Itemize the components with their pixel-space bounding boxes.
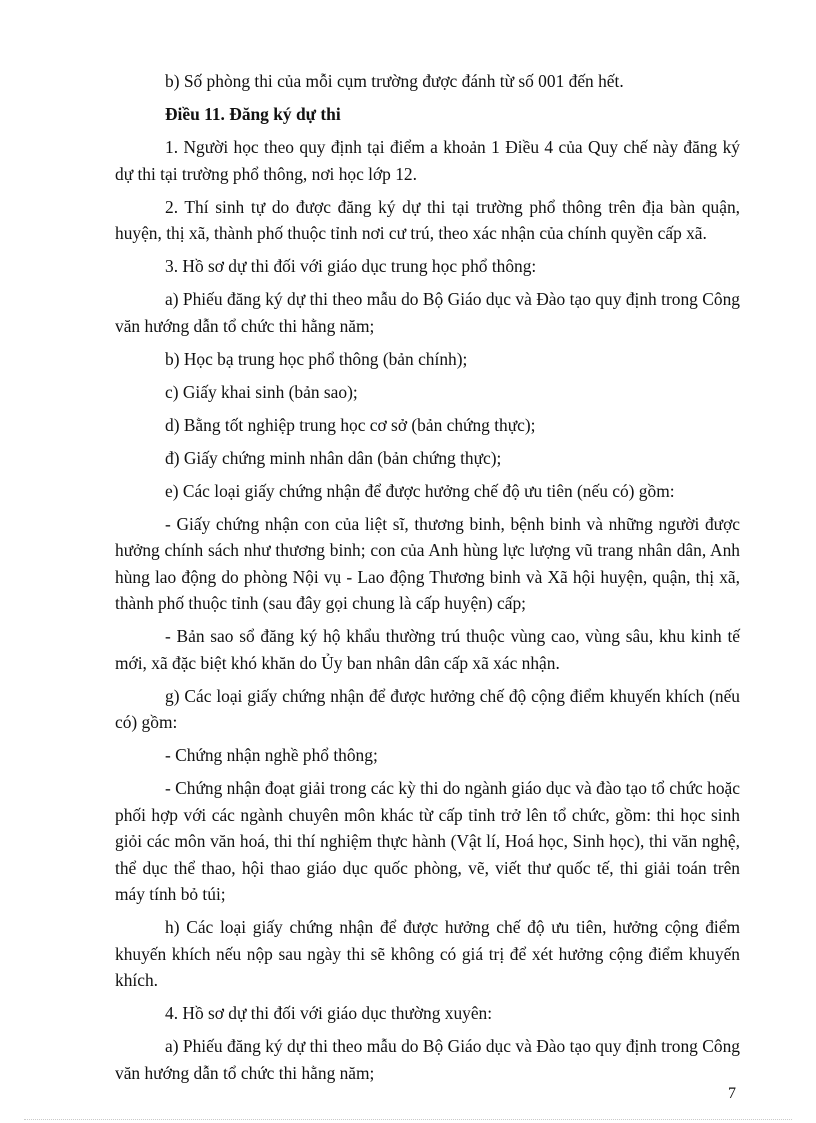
- paragraph-priority-certificate: - Giấy chứng nhận con của liệt sĩ, thương binh, bệnh binh và những người được hưởng chính sách như thương binh; con của Anh hùng lực lượng vũ trang nhân dân, Anh hùng lao động do phòng Nội vụ - Lao động Thương binh và Xã hội huyện, quận, thị xã, thành phố thuộc tỉnh (sau đây gọi chung là cấp huyện) cấp;: [115, 513, 740, 613]
- paragraph-room-numbering: b) Số phòng thi của mỗi cụm trường được đánh từ số 001 đến hết.: [165, 71, 624, 91]
- document-body: [115, 68, 740, 1093]
- page-bottom-border: [24, 1119, 792, 1120]
- paragraph-clause-1: 1. Người học theo quy định tại điểm a khoản 1 Điều 4 của Quy chế này đăng ký dự thi tại trường phổ thông, nơi học lớp 12.: [115, 137, 740, 184]
- paragraph-clause-2: 2. Thí sinh tự do được đăng ký dự thi tại trường phổ thông trên địa bàn quận, huyện, thị xã, thành phố thuộc tỉnh nơi cư trú, theo xác nhận của chính quyền cấp xã.: [115, 196, 740, 243]
- article-11-heading: Điều 11. Đăng ký dự thi: [165, 104, 341, 124]
- paragraph-vocational-certificate: - Chứng nhận nghề phổ thông;: [165, 745, 378, 765]
- paragraph-household-register: - Bản sao sổ đăng ký hộ khẩu thường trú thuộc vùng cao, vùng sâu, khu kinh tế mới, xã đặc biệt khó khăn do Ủy ban nhân dân cấp xã xác nhận.: [115, 626, 740, 673]
- paragraph-clause-3h: h) Các loại giấy chứng nhận để được hưởng chế độ ưu tiên, hưởng cộng điểm khuyến khích nếu nộp sau ngày thi sẽ không có giá trị để xét hưởng cộng điểm khuyến khích.: [115, 917, 740, 990]
- paragraph-clause-3g: g) Các loại giấy chứng nhận để được hưởng chế độ cộng điểm khuyến khích (nếu có) gồm:: [115, 685, 740, 732]
- page-number: 7: [728, 1085, 736, 1102]
- paragraph-clause-4: 4. Hồ sơ dự thi đối với giáo dục thường xuyên:: [165, 1003, 493, 1023]
- paragraph-clause-3d: d) Bằng tốt nghiệp trung học cơ sở (bản chứng thực);: [165, 414, 536, 435]
- paragraph-award-certificate: - Chứng nhận đoạt giải trong các kỳ thi do ngành giáo dục và đào tạo tổ chức hoặc phối hợp với các ngành chuyên môn khác từ cấp tỉnh trở lên tổ chức, gồm: thi học sinh giỏi các môn văn hoá, thi thí nghiệm thực hành (Vật lí, Hoá học, Sinh học), thi văn nghệ, thể dục thể thao, hội thao giáo dục quốc phòng, vẽ, viết thư quốc tế, thi giải toán trên máy tính bỏ túi;: [115, 778, 740, 904]
- paragraph-clause-3a: a) Phiếu đăng ký dự thi theo mẫu do Bộ Giáo dục và Đào tạo quy định trong Công văn hướng dẫn tổ chức thi hằng năm;: [115, 289, 740, 336]
- paragraph-clause-3: 3. Hồ sơ dự thi đối với giáo dục trung học phổ thông:: [165, 256, 537, 276]
- paragraph-clause-3b: b) Học bạ trung học phổ thông (bản chính);: [165, 348, 468, 369]
- paragraph-clause-4a: a) Phiếu đăng ký dự thi theo mẫu do Bộ Giáo dục và Đào tạo quy định trong Công văn hướng dẫn tổ chức thi hằng năm;: [115, 1036, 740, 1083]
- paragraph-clause-3e: e) Các loại giấy chứng nhận để được hưởng chế độ ưu tiên (nếu có) gồm:: [165, 480, 675, 501]
- paragraph-clause-3dd: đ) Giấy chứng minh nhân dân (bản chứng thực);: [165, 447, 502, 468]
- paragraph-clause-3c: c) Giấy khai sinh (bản sao);: [165, 381, 358, 402]
